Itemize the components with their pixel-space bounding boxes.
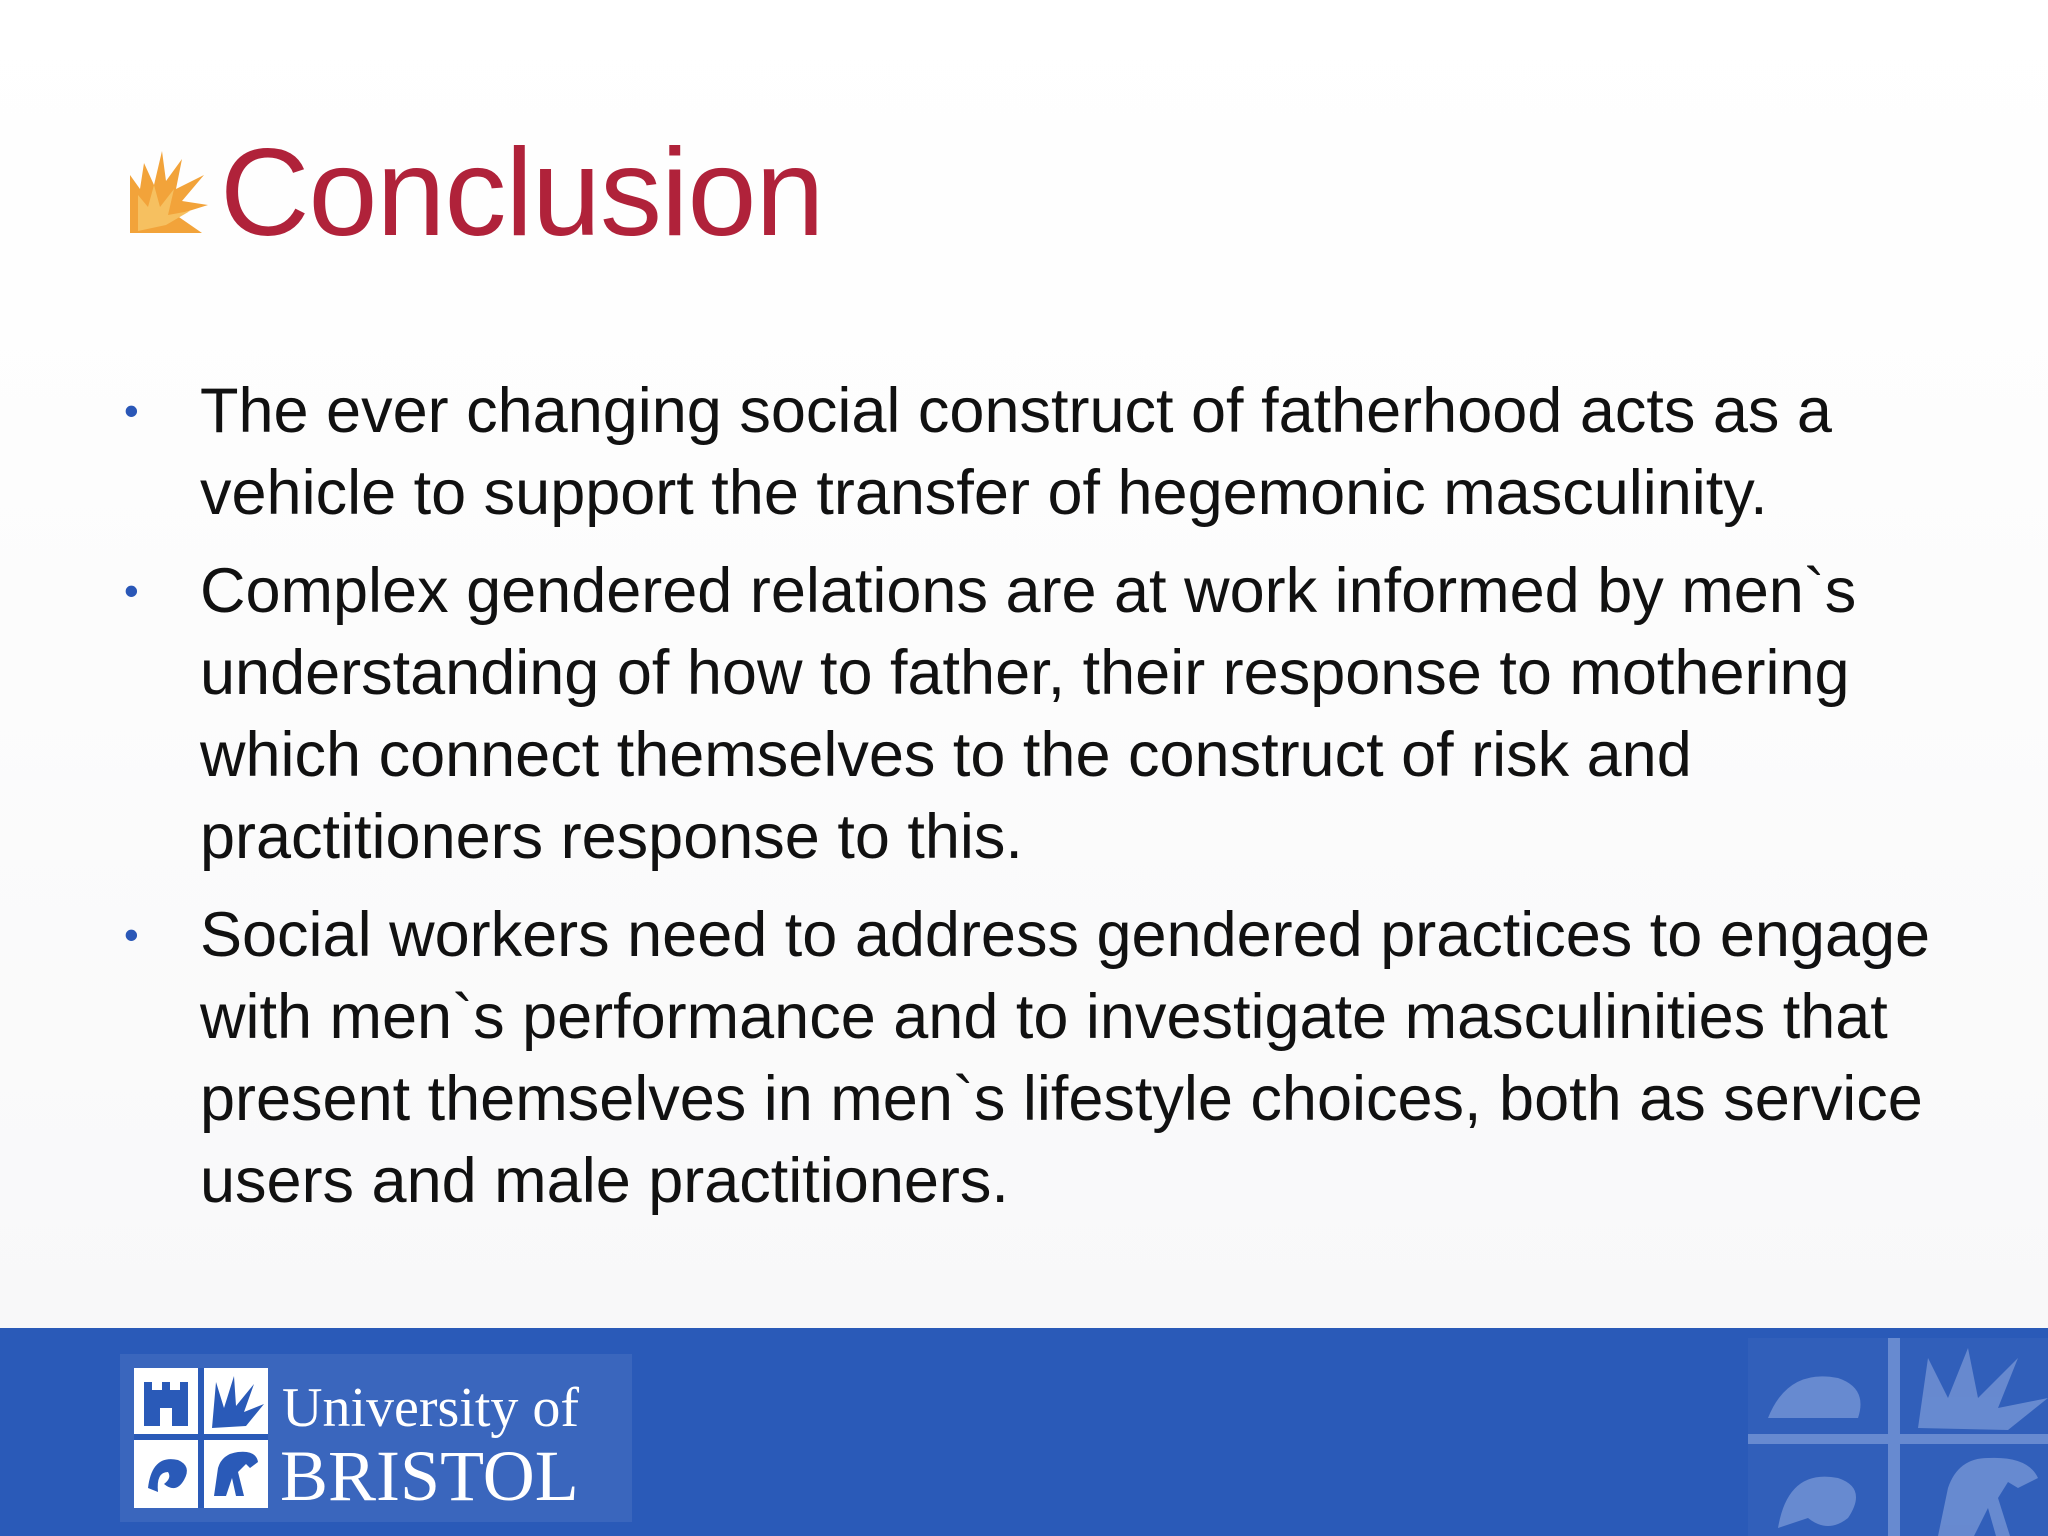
list-item: [120, 370, 2000, 534]
logo-text-university-of: University of: [282, 1377, 580, 1439]
bullet-text: The ever changing social construct of fatherhood acts as a vehicle to support the transfer of hegemonic masculinity.: [200, 376, 1832, 528]
logo-text-bristol: BRISTOL: [280, 1436, 579, 1516]
crest-watermark-icon: [1748, 1338, 2048, 1536]
bullet-text: Complex gendered relations are at work informed by men`s understanding of how to father, their response to mothering which connect themselves to the construct of risk and practitioners response to this.: [200, 556, 1857, 872]
list-item: [120, 550, 2000, 878]
university-logo: [120, 1354, 632, 1522]
list-item: [120, 894, 2000, 1222]
flame-icon: [126, 145, 210, 241]
bullet-list: [120, 370, 2000, 1238]
footer-bar: [0, 1328, 2048, 1536]
slide-title: Conclusion: [220, 124, 824, 262]
bullet-text: Social workers need to address gendered practices to engage with men`s performance and to investigate masculinities that present themselves in men`s lifestyle choices, both as service users and male practitioners.: [200, 900, 1931, 1216]
university-crest-icon: [134, 1368, 268, 1508]
bullet-marker: •: [124, 911, 139, 958]
bullet-marker: •: [124, 567, 139, 614]
bullet-marker: •: [124, 387, 139, 434]
title-row: [126, 118, 823, 268]
